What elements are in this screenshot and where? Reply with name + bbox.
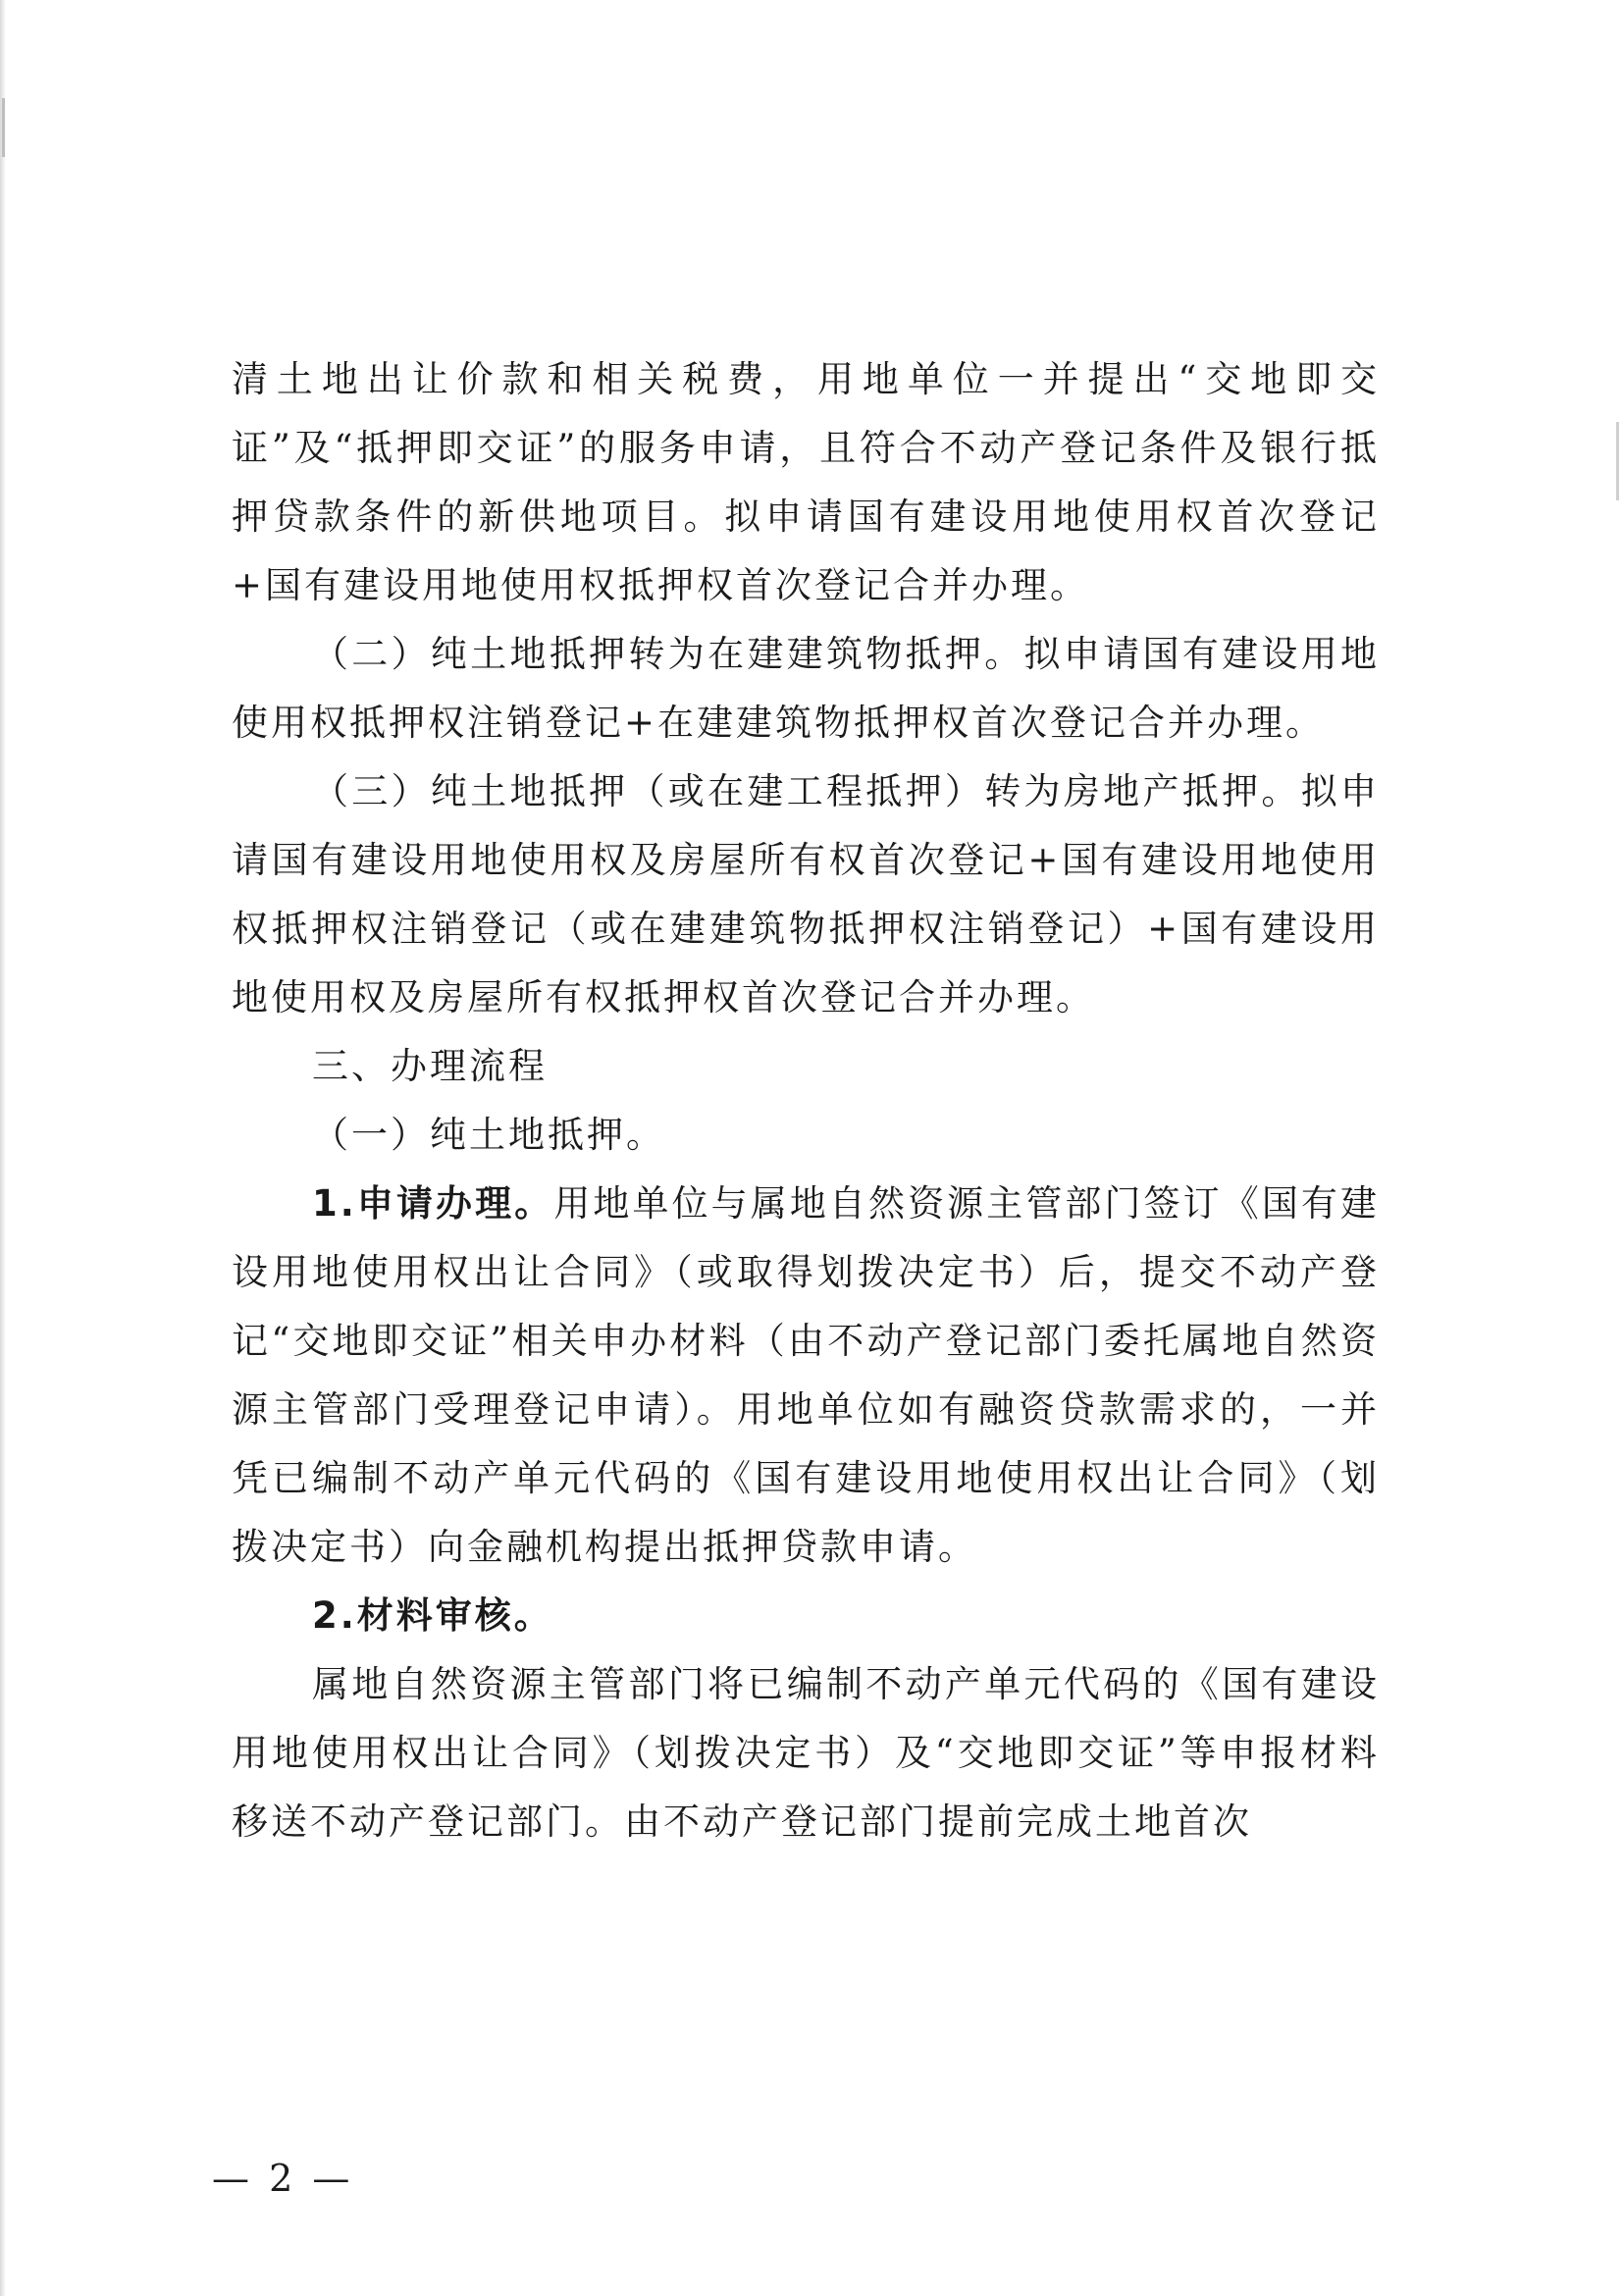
subsection-heading: （一）纯土地抵押。 xyxy=(312,1114,665,1156)
step-2-title: 2.材料审核。 xyxy=(312,1594,553,1637)
section-heading: 三、办理流程 xyxy=(312,1045,548,1087)
page-number: — 2 — xyxy=(212,2157,354,2200)
paragraph-continuation: 清土地出让价款和相关税费，用地单位一并提出“交地即交证”及“抵押即交证”的服务申请，且符合不动产登记条件及银行抵押贷款条件的新供地项目。拟申请国有建设用地使用权首次登记+国有建设用地使用权抵押权首次登记合并办理。 xyxy=(232,358,1380,606)
step-2-body: 属地自然资源主管部门将已编制不动产单元代码的《国有建设用地使用权出让合同》（划拨决定书）及“交地即交证”等申报材料移送不动产登记部门。由不动产登记部门提前完成土地首次 xyxy=(232,1663,1380,1843)
scan-mark xyxy=(2,98,5,157)
document-body xyxy=(232,345,1380,1856)
step-1-title: 1.申请办理。 xyxy=(312,1182,554,1225)
step-1-paragraph xyxy=(232,1170,1380,1582)
paragraph-item-2: （二）纯土地抵押转为在建建筑物抵押。拟申请国有建设用地使用权抵押权注销登记+在建建筑物抵押权首次登记合并办理。 xyxy=(232,633,1380,744)
scan-mark xyxy=(1616,422,1619,500)
scan-left-edge xyxy=(0,0,6,2296)
paragraph-item-3: （三）纯土地抵押（或在建工程抵押）转为房地产抵押。拟申请国有建设用地使用权及房屋所有权首次登记+国有建设用地使用权抵押权注销登记（或在建建筑物抵押权注销登记）+国有建设用地使用权及房屋所有权抵押权首次登记合并办理。 xyxy=(232,770,1380,1018)
step-1-body: 用地单位与属地自然资源主管部门签订《国有建设用地使用权出让合同》（或取得划拨决定书）后，提交不动产登记“交地即交证”相关申办材料（由不动产登记部门委托属地自然资源主管部门受理登记申请）。用地单位如有融资贷款需求的，一并凭已编制不动产单元代码的《国有建设用地使用权出让合同》（划拨决定书）向金融机构提出抵押贷款申请。 xyxy=(232,1182,1380,1568)
